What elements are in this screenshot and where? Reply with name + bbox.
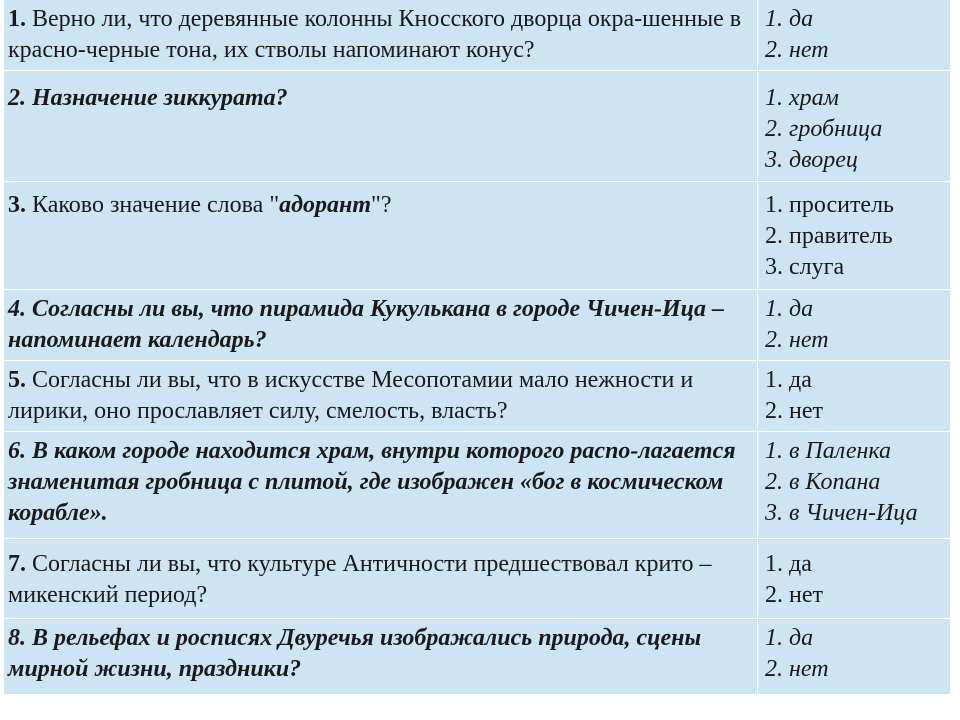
answer-option: 3. слуга xyxy=(765,253,845,280)
question-text: Согласны ли вы, что в искусстве Месопотамии мало нежности и лирики, оно прославляет силу, смелость, власть? xyxy=(8,366,694,424)
question-cell-8 xyxy=(4,618,758,694)
answer-option: 1. храм xyxy=(765,84,839,111)
quiz-table xyxy=(4,0,950,694)
question-number: 5. xyxy=(8,366,26,393)
answer-option: 1. да xyxy=(765,295,814,322)
answer-option: 2. нет xyxy=(765,397,823,424)
question-text: Согласны ли вы, что культуре Античности предшествовал крито – микенский период? xyxy=(8,550,712,608)
quiz-grid xyxy=(4,0,959,694)
answer-option: 1. да xyxy=(765,366,812,393)
question-term: адорант xyxy=(279,191,372,218)
answer-option: 1. да xyxy=(765,550,812,577)
question-row-1 xyxy=(4,0,959,70)
answer-option: 2. нет xyxy=(765,37,829,63)
answer-option: 2. нет xyxy=(765,581,823,608)
question-text: 6. В каком городе находится храм, внутри которого распо-лагается знаменитая гробница с плитой, где изображен «бог в космическом корабле». xyxy=(8,437,736,526)
question-row-2 xyxy=(4,70,959,181)
question-cell-2 xyxy=(4,70,758,181)
answer-option: 2. гробница xyxy=(765,115,883,142)
answers-cell-2 xyxy=(758,70,959,181)
question-row-8 xyxy=(4,618,959,694)
answer-option: 1. проситель xyxy=(765,191,894,218)
answer-option: 2. в Копана xyxy=(765,468,881,495)
question-text: 4. Согласны ли вы, что пирамида Кукулькана в городе Чичен-Ица – напоминает календарь? xyxy=(8,295,724,353)
question-cell-5 xyxy=(4,360,758,431)
question-cell-4 xyxy=(4,289,758,360)
answers-cell-3 xyxy=(758,181,959,289)
question-text-pre: Каково значение слова " xyxy=(26,191,280,218)
answers-cell-5 xyxy=(758,360,959,431)
question-text: Верно ли, что деревянные колонны Кносского дворца окра-шенные в красно-черные тона, их стволы напоминают конус? xyxy=(8,6,742,63)
answers-cell-7 xyxy=(758,538,959,618)
answer-option: 2. нет xyxy=(765,655,829,682)
answer-option: 3. дворец xyxy=(765,146,858,173)
question-row-3 xyxy=(4,181,959,289)
question-number: 7. xyxy=(8,550,26,577)
question-cell-3 xyxy=(4,181,758,289)
question-text-post: "? xyxy=(371,191,392,218)
answer-option: 1. в Паленка xyxy=(765,437,891,464)
question-row-7 xyxy=(4,538,959,618)
answers-cell-6 xyxy=(758,431,959,538)
question-text: 2. Назначение зиккурата? xyxy=(8,84,288,111)
question-row-4 xyxy=(4,289,959,360)
answer-option: 2. нет xyxy=(765,326,829,353)
question-text: 8. В рельефах и росписях Двуречья изображались природа, сцены мирной жизни, праздники? xyxy=(8,624,702,682)
answer-option: 3. в Чичен-Ица xyxy=(765,499,918,526)
question-number: 3. xyxy=(8,191,26,218)
question-row-5 xyxy=(4,360,959,431)
question-number: 1. xyxy=(8,6,26,32)
answers-cell-8 xyxy=(758,618,959,694)
question-cell-7 xyxy=(4,538,758,618)
answer-option: 1. да xyxy=(765,6,814,32)
question-cell-6 xyxy=(4,431,758,538)
answers-cell-1 xyxy=(758,0,959,70)
answer-option: 1. да xyxy=(765,624,814,651)
question-cell-1 xyxy=(4,0,758,70)
answers-cell-4 xyxy=(758,289,959,360)
answer-option: 2. правитель xyxy=(765,222,893,249)
question-row-6 xyxy=(4,431,959,538)
